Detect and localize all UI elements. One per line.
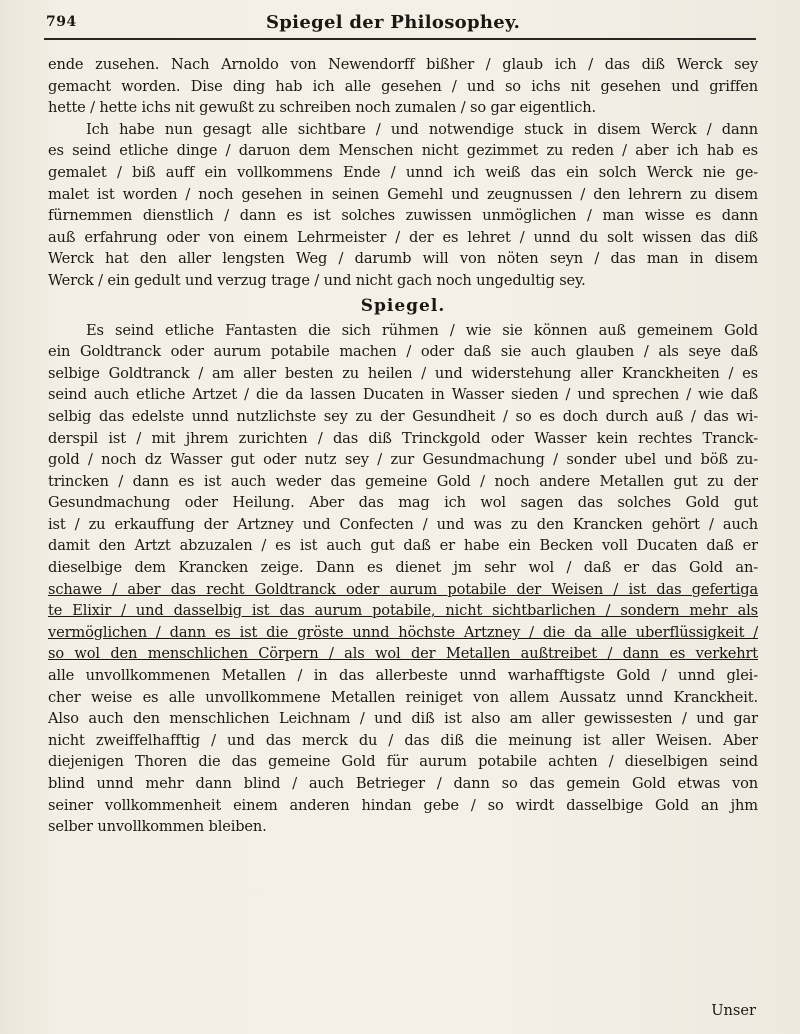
text-line: diejenigen Thoren die das gemeine Gold für aurum potabile achten / dieselbigen seind	[48, 753, 758, 771]
text-line: hette / hette ichs nit gewußt zu schreiben noch zumalen / so gar eigentlich.	[48, 99, 596, 117]
catchword: Unser	[711, 1002, 756, 1019]
text-line: seind auch etliche Artzet / die da lassen Ducaten in Wasser sieden / und sprechen / wie daß	[48, 386, 758, 404]
text-line: alle unvollkommenen Metallen / in das allerbeste unnd warhafftigste Gold / unnd glei-	[48, 667, 758, 685]
text-line: Also auch den menschlichen Leichnam / und diß ist also am aller gewissesten / und gar	[48, 710, 758, 728]
text-line: cher weise es alle unvollkommene Metallen reiniget von allem Aussatz unnd Kranckheit.	[48, 688, 758, 706]
text-line: nicht zweiffelhafftig / und das merck du / das diß die meinung ist aller Weisen. Aber	[48, 731, 758, 749]
text-line: Gesundmachung oder Heilung. Aber das mag ich wol sagen das solches Gold gut	[48, 494, 758, 512]
text-line: auß erfahrung oder von einem Lehrmeister / der es lehret / unnd du solt wissen das diß	[48, 228, 758, 246]
text-line: Werck / ein gedult und verzug trage / und nicht gach noch ungedultig sey.	[48, 271, 586, 289]
text-line: seiner vollkommenheit einem anderen hindan gebe / so wirdt dasselbige Gold an jhm	[48, 796, 758, 814]
text-line: damit den Artzt abzuzalen / es ist auch gut daß er habe ein Becken voll Ducaten daß er	[48, 537, 758, 555]
body-text	[48, 54, 758, 838]
text-line: schawe / aber das recht Goldtranck oder aurum potabile der Weisen / ist das gefertiga	[48, 580, 758, 598]
text-line: vermöglichen / dann es ist die gröste unnd höchste Artzney / die da alle uberflüssigkeit /	[48, 623, 758, 641]
running-head: Spiegel der Philosophey.	[266, 12, 521, 33]
section-heading: Spiegel.	[360, 295, 446, 316]
text-line: Ich habe nun gesagt alle sichtbare / und notwendige stuck in disem Werck / dann	[86, 120, 758, 138]
text-line: selbige Goldtranck / am aller besten zu heilen / und widerstehung aller Kranckheiten / es	[48, 364, 758, 382]
page-number: 794	[46, 14, 77, 30]
header-rule	[44, 38, 756, 40]
text-line: es seind etliche dinge / daruon dem Menschen nicht gezimmet zu reden / aber ich hab es	[48, 142, 758, 160]
page-header	[46, 12, 756, 36]
text-line: malet ist worden / noch gesehen in seinen Gemehl und zeugnussen / den lehrern zu disem	[48, 185, 758, 203]
text-line: so wol den menschlichen Cörpern / als wol der Metallen außtreibet / dann es verkehrt	[48, 645, 758, 663]
text-line: ende zusehen. Nach Arnoldo von Newendorff bißher / glaub ich / das diß Werck sey	[48, 56, 758, 73]
text-line: Werck hat den aller lengsten Weg / darumb will von nöten seyn / das man in disem	[48, 250, 758, 268]
text-line: te Elixir / und dasselbig ist das aurum potabile, nicht sichtbarlichen / sondern mehr als	[48, 602, 758, 620]
text-line: gemacht worden. Dise ding hab ich alle gesehen / und so ichs nit gesehen und griffen	[48, 77, 758, 95]
text-line: dieselbige dem Krancken zeige. Dann es dienet jm sehr wol / daß er das Gold an-	[48, 559, 758, 577]
text-line: Es seind etliche Fantasten die sich rühmen / wie sie können auß gemeinem Gold	[86, 321, 758, 339]
text-line: derspil ist / mit jhrem zurichten / das diß Trinckgold oder Wasser kein rechtes Tranck-	[48, 429, 758, 447]
text-line: trincken / dann es ist auch weder das gemeine Gold / noch andere Metallen gut zu der	[48, 472, 758, 490]
text-line: fürnemmen dienstlich / dann es ist solches zuwissen unmöglichen / man wisse es dann	[48, 207, 758, 225]
text-line: gemalet / biß auff ein vollkommens Ende / unnd ich weiß das ein solch Werck nie ge-	[48, 163, 758, 181]
text-line: ein Goldtranck oder aurum potabile machen / oder daß sie auch glauben / als seye daß	[48, 343, 758, 361]
text-line: blind unnd mehr dann blind / auch Betrieger / dann so das gemein Gold etwas von	[48, 775, 758, 792]
text-line: gold / noch dz Wasser gut oder nutz sey / zur Gesundmachung / sonder ubel und böß zu-	[48, 451, 758, 469]
text-line: ist / zu erkauffung der Artzney und Confecten / und was zu den Krancken gehört / auch	[48, 515, 758, 533]
text-line: selbig das edelste unnd nutzlichste sey zu der Gesundheit / so es doch durch auß / das wi-	[48, 407, 758, 425]
text-line: selber unvollkommen bleiben.	[48, 818, 267, 836]
